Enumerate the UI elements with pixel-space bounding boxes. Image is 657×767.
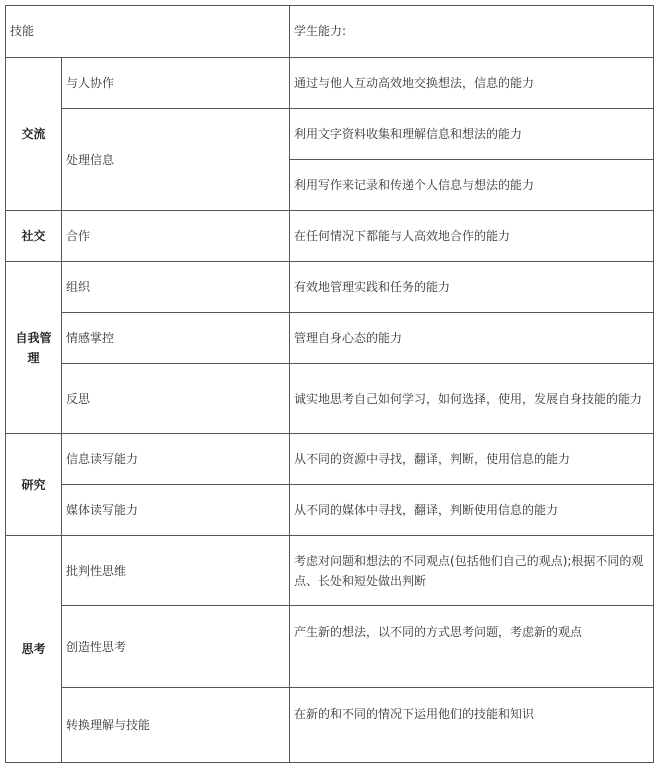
ability-cell: 从不同的资源中寻找，翻译，判断，使用信息的能力 bbox=[290, 434, 654, 485]
table-row bbox=[6, 485, 654, 536]
skill-cell: 与人协作 bbox=[62, 58, 290, 109]
skills-table bbox=[5, 5, 654, 763]
ability-cell: 在新的和不同的情况下运用他们的技能和知识 bbox=[290, 688, 654, 763]
skill-cell: 处理信息 bbox=[62, 109, 290, 211]
skill-cell: 组织 bbox=[62, 262, 290, 313]
table-row bbox=[6, 364, 654, 434]
ability-cell: 利用写作来记录和传递个人信息与想法的能力 bbox=[290, 160, 654, 211]
header-skill: 技能 bbox=[6, 6, 290, 58]
ability-cell: 管理自身心态的能力 bbox=[290, 313, 654, 364]
table-row bbox=[6, 211, 654, 262]
table-row bbox=[6, 434, 654, 485]
skill-cell: 批判性思维 bbox=[62, 536, 290, 606]
ability-cell: 在任何情况下都能与人高效地合作的能力 bbox=[290, 211, 654, 262]
ability-cell: 产生新的想法，以不同的方式思考问题，考虑新的观点 bbox=[290, 606, 654, 688]
category-communication: 交流 bbox=[6, 58, 62, 211]
ability-cell: 考虑对问题和想法的不同观点(包括他们自己的观点);根据不同的观点、长处和短处做出判断 bbox=[290, 536, 654, 606]
skill-cell: 情感掌控 bbox=[62, 313, 290, 364]
ability-cell: 利用文字资料收集和理解信息和想法的能力 bbox=[290, 109, 654, 160]
ability-cell: 通过与他人互动高效地交换想法，信息的能力 bbox=[290, 58, 654, 109]
table-row bbox=[6, 262, 654, 313]
skill-cell: 创造性思考 bbox=[62, 606, 290, 688]
ability-cell: 诚实地思考自己如何学习，如何选择，使用，发展自身技能的能力 bbox=[290, 364, 654, 434]
category-thinking: 思考 bbox=[6, 536, 62, 763]
category-research: 研究 bbox=[6, 434, 62, 536]
ability-cell: 从不同的媒体中寻找，翻译，判断使用信息的能力 bbox=[290, 485, 654, 536]
skill-cell: 信息读写能力 bbox=[62, 434, 290, 485]
table-row bbox=[6, 109, 654, 160]
header-ability: 学生能力: bbox=[290, 6, 654, 58]
category-self-management: 自我管理 bbox=[6, 262, 62, 434]
skill-cell: 合作 bbox=[62, 211, 290, 262]
skill-cell: 媒体读写能力 bbox=[62, 485, 290, 536]
header-row bbox=[6, 6, 654, 58]
ability-cell: 有效地管理实践和任务的能力 bbox=[290, 262, 654, 313]
table-row bbox=[6, 688, 654, 763]
table-row bbox=[6, 58, 654, 109]
skill-cell: 反思 bbox=[62, 364, 290, 434]
table-row bbox=[6, 606, 654, 688]
skill-cell: 转换理解与技能 bbox=[62, 688, 290, 763]
category-social: 社交 bbox=[6, 211, 62, 262]
table-row bbox=[6, 313, 654, 364]
table-row bbox=[6, 536, 654, 606]
